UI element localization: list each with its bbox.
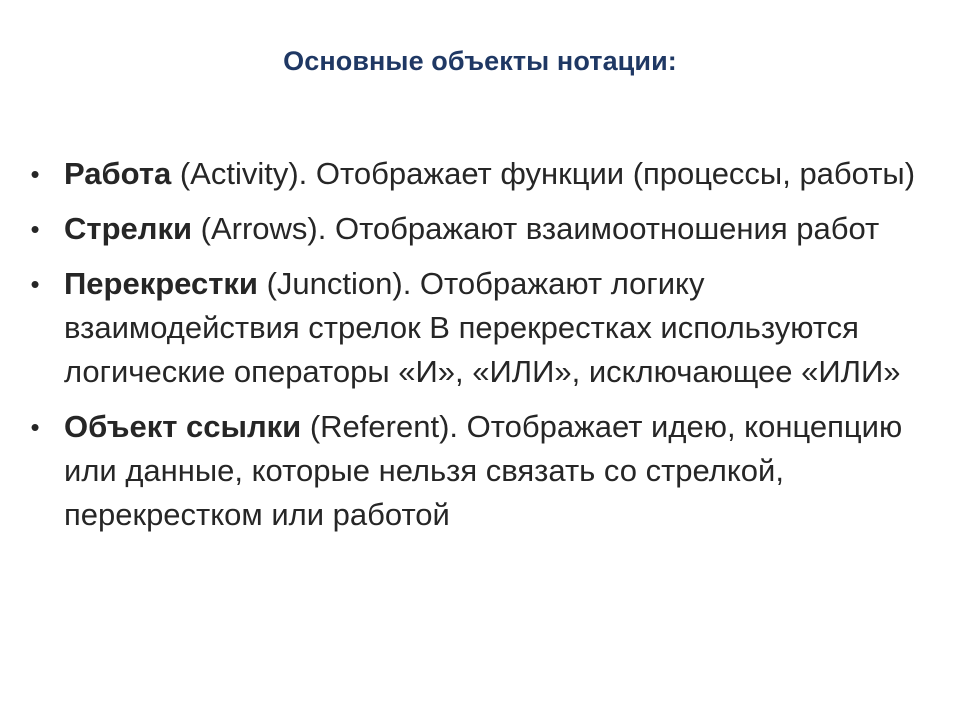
slide-title: Основные объекты нотации: bbox=[283, 46, 677, 76]
bullet-term: Объект ссылки bbox=[64, 409, 302, 444]
bullet-term: Стрелки bbox=[64, 211, 193, 246]
bullet-text: (Arrows). Отображают взаимоотношения работ bbox=[192, 211, 880, 246]
bullet-icon: • bbox=[30, 159, 40, 189]
bullet-term: Работа bbox=[64, 156, 172, 191]
bullet-text: (Referent). Отображает идею, концепцию или данные, которые нельзя связать со стрелкой, перекрестком или работой bbox=[64, 409, 903, 532]
list-item bbox=[28, 262, 928, 394]
bullet-icon: • bbox=[30, 214, 40, 244]
bullet-term: Перекрестки bbox=[64, 266, 258, 301]
list-item bbox=[28, 405, 928, 537]
bullet-text: (Junction). Отображают логику взаимодействия стрелок В перекрестках используются логические операторы «И», «ИЛИ», исключающее «ИЛИ» bbox=[64, 266, 901, 389]
list-item bbox=[28, 152, 928, 196]
bullet-text: (Activity). Отображает функции (процессы, работы) bbox=[171, 156, 916, 191]
bullet-icon: • bbox=[30, 269, 40, 299]
bullet-list bbox=[28, 152, 928, 548]
bullet-icon: • bbox=[30, 412, 40, 442]
list-item bbox=[28, 207, 928, 251]
